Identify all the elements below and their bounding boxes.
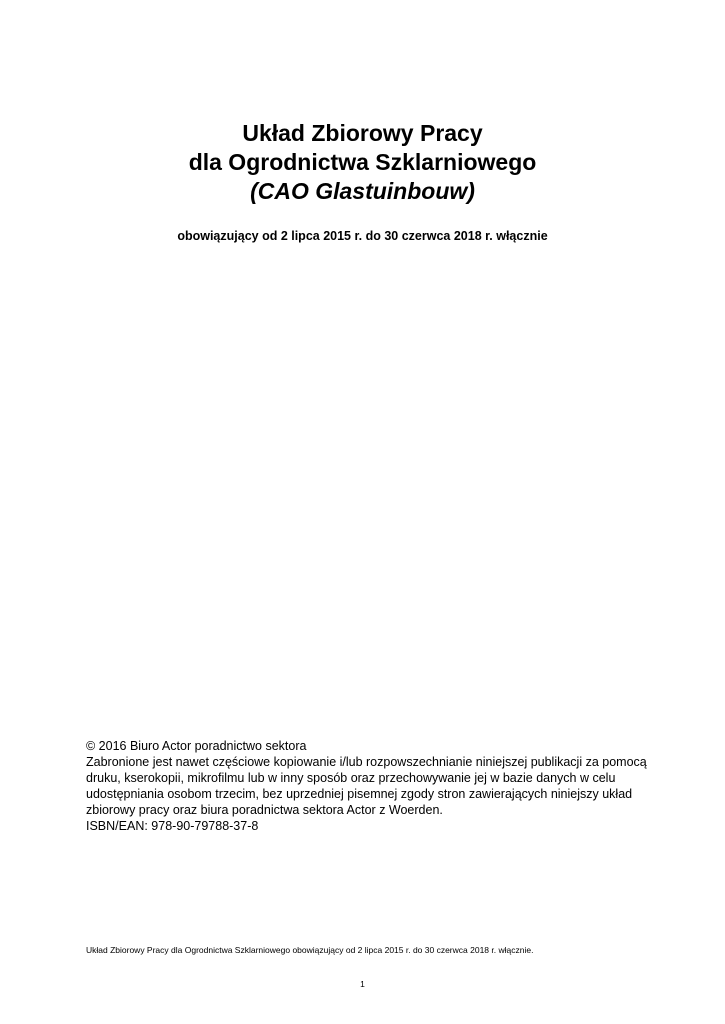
copyright-line: © 2016 Biuro Actor poradnictwo sektora [86, 739, 307, 753]
page-footer: Układ Zbiorowy Pracy dla Ogrodnictwa Szklarniowego obowiązujący od 2 lipca 2015 r. do 30 czerwca 2018 r. włącznie. [86, 945, 534, 955]
title-line-1: Układ Zbiorowy Pracy [242, 120, 483, 146]
copyright-restriction-line: Zabronione jest nawet częściowe kopiowanie i/lub rozpowszechnianie niniejszej publikacji za pomocą [86, 755, 647, 769]
document-title [0, 119, 725, 206]
copyright-notice [86, 738, 666, 834]
title-line-3: (CAO Glastuinbouw) [250, 178, 475, 204]
isbn-line: ISBN/EAN: 978-90-79788-37-8 [86, 819, 259, 833]
page-number: 1 [360, 979, 365, 989]
copyright-restriction-line: udostępniania osobom trzecim, bez uprzedniej pisemnej zgody stron zawierających niniejszy układ [86, 787, 633, 801]
validity-period: obowiązujący od 2 lipca 2015 r. do 30 czerwca 2018 r. włącznie [177, 229, 548, 243]
copyright-restriction-line: zbiorowy pracy oraz biura poradnictwa sektora Actor z Woerden. [86, 803, 443, 817]
title-line-2: dla Ogrodnictwa Szklarniowego [188, 149, 537, 175]
copyright-restriction-line: druku, kserokopii, mikrofilmu lub w inny sposób oraz przechowywanie jej w bazie danych w celu [86, 771, 616, 785]
